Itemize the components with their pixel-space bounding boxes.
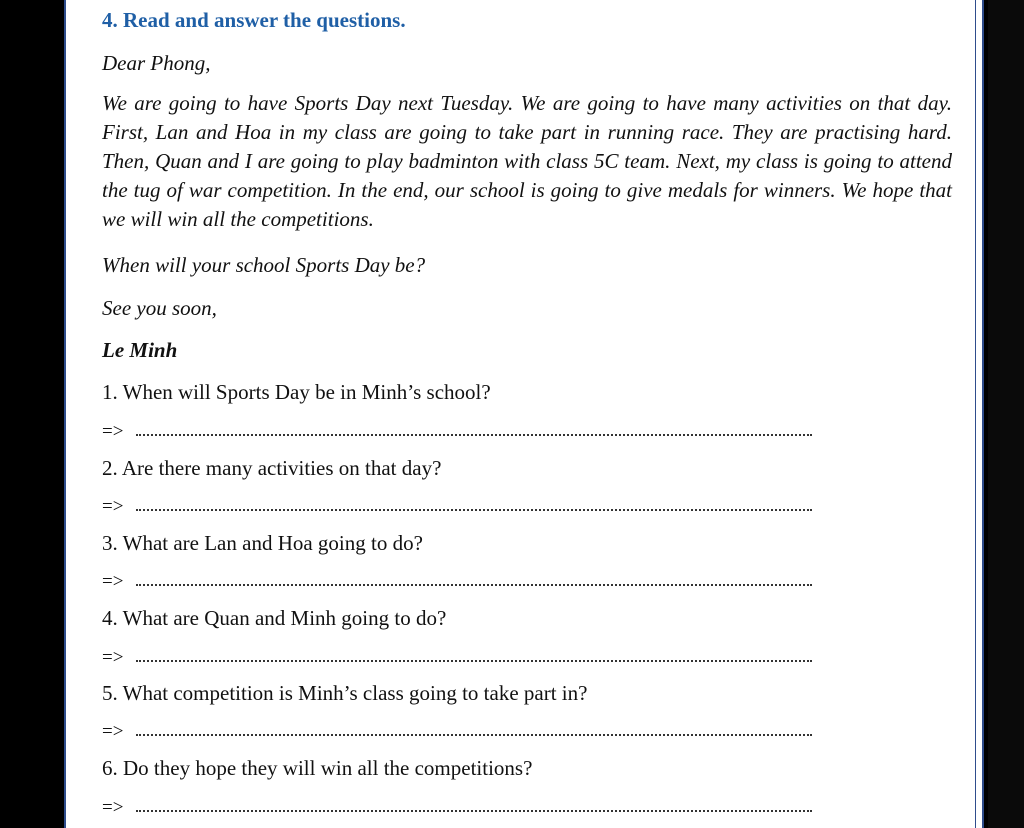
left-background [0,0,64,828]
question-1: 1. When will Sports Day be in Minh’s school? [102,380,491,404]
question-4: 4. What are Quan and Minh going to do? [102,606,447,630]
answer-prefix-1: => [102,421,124,442]
exercise-heading: 4. Read and answer the questions. [102,8,406,32]
answer-line-5[interactable] [136,734,812,736]
answer-prefix-5: => [102,721,124,742]
answer-prefix-2: => [102,496,124,517]
answer-prefix-4: => [102,647,124,668]
answer-line-1[interactable] [136,434,812,436]
letter-body: We are going to have Sports Day next Tuesday. We are going to have many activities on that day. First, Lan and Hoa in my class are going to take part in running race. They are practising hard. Then, Quan and I are going to play badminton with class 5C team. Next, my class is going to attend the tug of war competition. In the end, our school is going to give medals for winners. We hope that we will win all the competitions. [102,91,952,231]
letter-greeting: Dear Phong, [102,51,211,75]
answer-line-4[interactable] [136,660,812,662]
question-2: 2. Are there many activities on that day? [102,456,442,480]
answer-line-2[interactable] [136,509,812,511]
question-6: 6. Do they hope they will win all the competitions? [102,756,533,780]
answer-prefix-6: => [102,797,124,818]
question-3: 3. What are Lan and Hoa going to do? [102,531,423,555]
letter-question: When will your school Sports Day be? [102,253,426,277]
answer-line-3[interactable] [136,584,812,586]
letter-signature: Le Minh [102,338,178,362]
question-5: 5. What competition is Minh’s class going to take part in? [102,681,588,705]
document-page [64,0,984,828]
answer-prefix-3: => [102,571,124,592]
letter-closing: See you soon, [102,296,217,320]
right-background [988,0,1024,828]
answer-line-6[interactable] [136,810,812,812]
